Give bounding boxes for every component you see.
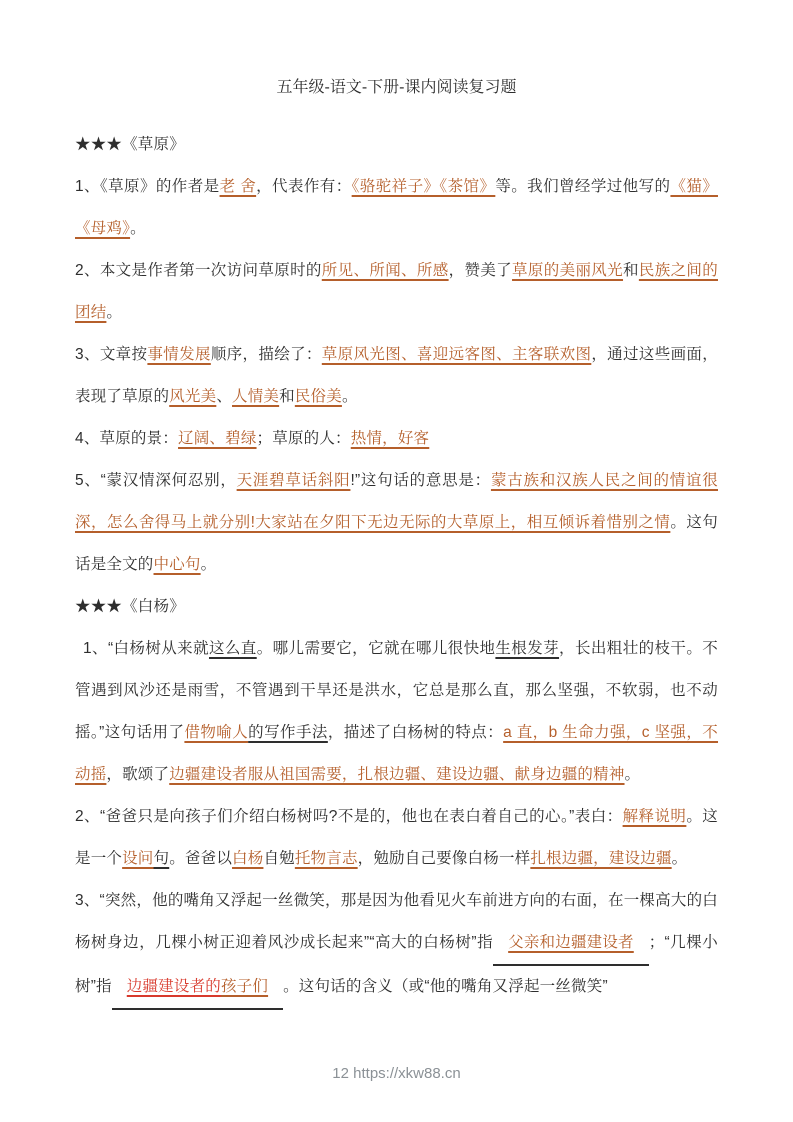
answer-text: 扎根边疆，建设边疆: [530, 850, 672, 867]
body-text: 4、草原的景：: [75, 430, 179, 447]
body-text: 1、“白杨树从来就: [83, 640, 209, 657]
underlined-text: 的写作手法: [248, 724, 328, 741]
answer-text: 白杨: [232, 850, 264, 867]
answer-text: 事情发展: [147, 346, 211, 363]
underlined-text: 句: [153, 850, 170, 867]
paragraph: [75, 460, 718, 586]
body-text: 。这句话是全文的: [75, 514, 718, 573]
answer-text: 辽阔、碧绿: [178, 430, 257, 447]
answer-text: 民俗美: [294, 388, 342, 405]
body-text: ，描述了白杨树的特点：: [327, 724, 504, 741]
answer-text: 《猫》《母鸡》: [75, 178, 718, 237]
answer-text: 《骆驼祥子》《茶馆》: [351, 178, 496, 195]
body-text: !”这句话的意思是：: [350, 472, 491, 489]
body-text: ★★★《白杨》: [75, 598, 185, 615]
body-text: 1、《草原》的作者是: [75, 178, 220, 195]
answer-text: 风光美: [169, 388, 217, 405]
answer-text: 借物喻人: [184, 724, 249, 741]
page-title: 五年级-语文-下册-课内阅读复习题: [276, 79, 517, 96]
body-text: 。: [671, 850, 688, 867]
paragraph: [75, 334, 718, 418]
body-text: 。这句话的含义（或“他的嘴角又浮起一丝微笑”: [283, 978, 608, 995]
underlined-text: 生根发芽: [495, 640, 560, 657]
body-text: 顺序，描绘了：: [210, 346, 322, 363]
body-text: 。: [130, 220, 146, 237]
answer-text: 所见、所闻、所感: [321, 262, 449, 279]
answer-text: 托物言志: [294, 850, 358, 867]
underlined-text: 这么直: [208, 640, 257, 657]
body-text: 。这是一个: [75, 808, 718, 867]
paragraph: [75, 796, 718, 880]
body-text: ，代表作有：: [256, 178, 352, 195]
body-text: ★★★《草原》: [75, 136, 185, 153]
body-text: 。爸爸以: [169, 850, 233, 867]
body-text: 、: [216, 388, 233, 405]
body-text: 5、“蒙汉情深何忍别，: [75, 472, 237, 489]
body-text: ，长出粗壮的枝干。不管遇到风沙还是雨雪，不管遇到干旱还是洪水，它总是那么直，那么坚强，不软弱，也不动摇。”这句话用了: [75, 640, 718, 741]
page-footer: [0, 1063, 793, 1085]
answer-text: 民族之间的团结: [75, 262, 718, 321]
answer-text: 孩子们: [220, 978, 269, 995]
answer-text: 边疆建设者的: [126, 978, 221, 995]
body-text: 。: [106, 304, 123, 321]
body-text: ，通过这些画面，表现了草原的: [75, 346, 718, 405]
paragraph: [75, 418, 718, 460]
answer-text: 中心句: [153, 556, 201, 573]
answer-text: 父亲和边疆建设者: [508, 934, 634, 951]
body-text: ，勉励自己要像白杨一样: [357, 850, 531, 867]
body-text: ；草原的人：: [256, 430, 351, 447]
body-text: 。: [341, 388, 358, 405]
answer-text: 蒙古族和汉族人民之间的情谊很深，怎么舍得马上就分别!大家站在夕阳下无边无际的大草原上，相互倾诉着惜别之情: [75, 472, 718, 531]
answer-text: 设问: [122, 850, 154, 867]
page-number: 12: [332, 1065, 349, 1082]
body-text: 。: [200, 556, 217, 573]
section-heading: [75, 586, 718, 628]
section-heading: [75, 124, 718, 166]
body-text: 3、文章按: [75, 346, 148, 363]
body-text: 。哪儿需要它，它就在哪儿很快地: [256, 640, 496, 657]
body-text: 和: [623, 262, 639, 279]
paragraph: [75, 880, 718, 1010]
answer-text: 人情美: [232, 388, 280, 405]
answer-blank: [493, 922, 649, 966]
body-text: 等。我们曾经学过他写的: [495, 178, 671, 195]
body-text: ；“几棵小树”指: [75, 934, 718, 995]
answer-blank: [112, 966, 283, 1010]
body-text: ，歌颂了: [106, 766, 170, 783]
document-body: [0, 124, 793, 1010]
answer-text: 热情，好客: [350, 430, 430, 447]
paragraph: [75, 250, 718, 334]
body-text: 3、“突然，他的嘴角又浮起一丝微笑，那是因为他看见火车前进方向的右面，在一棵高大的白杨树身边，几棵小树正迎着风沙成长起来”“高大的白杨树”指: [75, 892, 718, 951]
footer-url-link[interactable]: https://xkw88.cn: [353, 1065, 461, 1082]
answer-text: 草原风光图、喜迎远客图、主客联欢图: [321, 346, 592, 363]
answer-text: 边疆建设者服从祖国需要，扎根边疆、建设边疆、献身边疆的精神: [169, 766, 625, 783]
answer-text: 天涯碧草话斜阳: [236, 472, 351, 489]
body-text: 2、“爸爸只是向孩子们介绍白杨树吗?不是的，他也在表白着自己的心。”表白：: [75, 808, 623, 825]
body-text: 。: [624, 766, 641, 783]
body-text: 和: [279, 388, 295, 405]
body-text: 2、本文是作者第一次访问草原时的: [75, 262, 322, 279]
answer-text: 解释说明: [622, 808, 687, 825]
answer-text: 草原的美丽风光: [512, 262, 624, 279]
body-text: ，赞美了: [448, 262, 513, 279]
answer-text: a 直，b 生命力强，c 坚强，不动摇: [75, 724, 719, 783]
paragraph: [75, 628, 718, 796]
answer-text: 老 舍: [219, 178, 257, 195]
body-text: 自勉: [263, 850, 295, 867]
paragraph: [75, 166, 718, 250]
